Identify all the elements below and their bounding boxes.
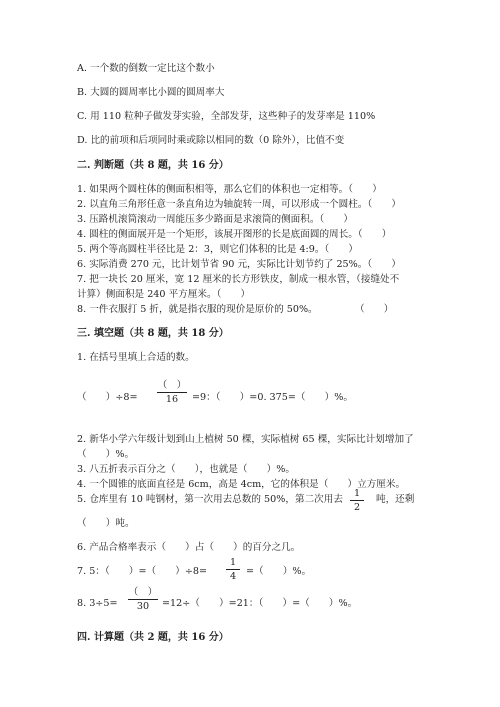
fill-q5-part1: 5. 仓库里有 10 吨钢材，第一次用去总数的 50%，第二次用去 xyxy=(77,494,343,505)
fill-q3: 3. 八五折表示百分之（ ），也就是（ ）%。 xyxy=(77,464,295,475)
fill-q7-fraction xyxy=(226,557,240,582)
judgement-item-7: 7. 把一块长 20 厘米，宽 12 厘米的长方形铁皮，制成一根水管，（接缝处不 xyxy=(77,274,400,285)
section-title-calculation: 四. 计算题（共 2 题，共 16 分） xyxy=(77,632,229,643)
fill-q5-fraction-denominator: 2 xyxy=(353,502,361,513)
choice-option-d: D. 比的前项和后项同时乘或除以相同的数（0 除外），比值不变 xyxy=(77,135,345,146)
fill-q5-part2: 吨，还剩 xyxy=(376,494,415,505)
choice-option-c: C. 用 110 粒种子做发芽实验，全部发芽，这些种子的发芽率是 110% xyxy=(77,111,376,122)
judgement-item-3: 3. 压路机滚筒滚动一周能压多少路面是求滚筒的侧面积。（ ） xyxy=(77,214,354,225)
judgement-item-8-blank: （ ） xyxy=(355,304,394,315)
fill-q8-part1: 8. 3÷5= xyxy=(77,598,118,609)
fill-q5-fraction-numerator: 1 xyxy=(353,488,361,499)
fill-q7-part2: =（ ）%。 xyxy=(246,566,312,577)
fill-q2-line1: 2. 新华小学六年级计划到山上植树 50 棵，实际植树 65 棵，实际比计划增加了 xyxy=(77,434,414,445)
fill-q1-fraction-numerator: （ ） xyxy=(157,380,187,391)
choice-option-b: B. 大圆的圆周率比小圆的圆周率大 xyxy=(77,87,225,98)
fill-q8-fraction-numerator: （ ） xyxy=(128,587,158,598)
fill-q8-fraction-denominator: 30 xyxy=(136,601,150,612)
fill-q1-stem: 1. 在括号里填上合适的数。 xyxy=(77,352,195,363)
section-title-judgement: 二. 判断题（共 8 题，共 16 分） xyxy=(77,160,229,171)
fill-q1-fraction-denominator: 16 xyxy=(165,394,179,405)
fill-q1-part2: =9：（ ）=0. 375=（ ）%。 xyxy=(192,392,353,403)
fill-q4: 4. 一个圆锥的底面直径是 6cm，高是 4cm，它的体积是（ ）立方厘米。 xyxy=(77,479,406,490)
fill-q2-line2: （ ）%。 xyxy=(77,449,135,460)
judgement-item-1: 1. 如果两个圆柱体的侧面积相等，那么它们的体积也一定相等。（ ） xyxy=(77,184,382,195)
fill-q7-fraction-numerator: 1 xyxy=(229,557,237,568)
fill-q1-part1: （ ）÷8= xyxy=(77,392,138,403)
fill-q6: 6. 产品合格率表示（ ）占（ ）的百分之几。 xyxy=(77,542,301,553)
choice-option-a: A. 一个数的倒数一定比这个数小 xyxy=(77,63,215,74)
judgement-item-6: 6. 实际消费 270 元，比计划节省 90 元，实际比计划节约了 25%。（ ） xyxy=(77,259,401,270)
fill-q7-fraction-denominator: 4 xyxy=(229,571,237,582)
judgement-item-2: 2. 以直角三角形任意一条直角边为轴旋转一周，可以形成一个圆柱。（ ） xyxy=(77,199,401,210)
fill-q8-fraction xyxy=(128,587,158,612)
fill-q5-fraction xyxy=(350,488,364,513)
fraction-bar xyxy=(157,392,187,393)
fill-q7-part1: 7. 5：（ ）=（ ）÷8= xyxy=(77,566,208,577)
judgement-item-5: 5. 两个等高圆柱半径比是 2：3，则它们体积的比是 4:9。（ ） xyxy=(77,244,358,255)
judgement-item-4: 4. 圆柱的侧面展开是一个矩形，该展开图形的长是底面圆的周长。（ ） xyxy=(77,229,392,240)
fill-q5-line2: （ ）吨。 xyxy=(77,518,135,529)
judgement-item-8: 8. 一件衣服打 5 折，就是指衣服的现价是原价的 50%。 xyxy=(77,304,318,315)
fill-q1-fraction xyxy=(157,380,187,405)
judgement-item-7-cont: 计算）侧面积是 240 平方厘米。（ ） xyxy=(77,289,251,300)
fraction-bar xyxy=(226,569,240,570)
fraction-bar xyxy=(350,500,364,501)
fraction-bar xyxy=(128,599,158,600)
fill-q8-part2: =12÷（ ）=21：（ ）=（ ）%。 xyxy=(162,598,358,609)
section-title-fill: 三. 填空题（共 8 题，共 18 分） xyxy=(77,328,229,339)
